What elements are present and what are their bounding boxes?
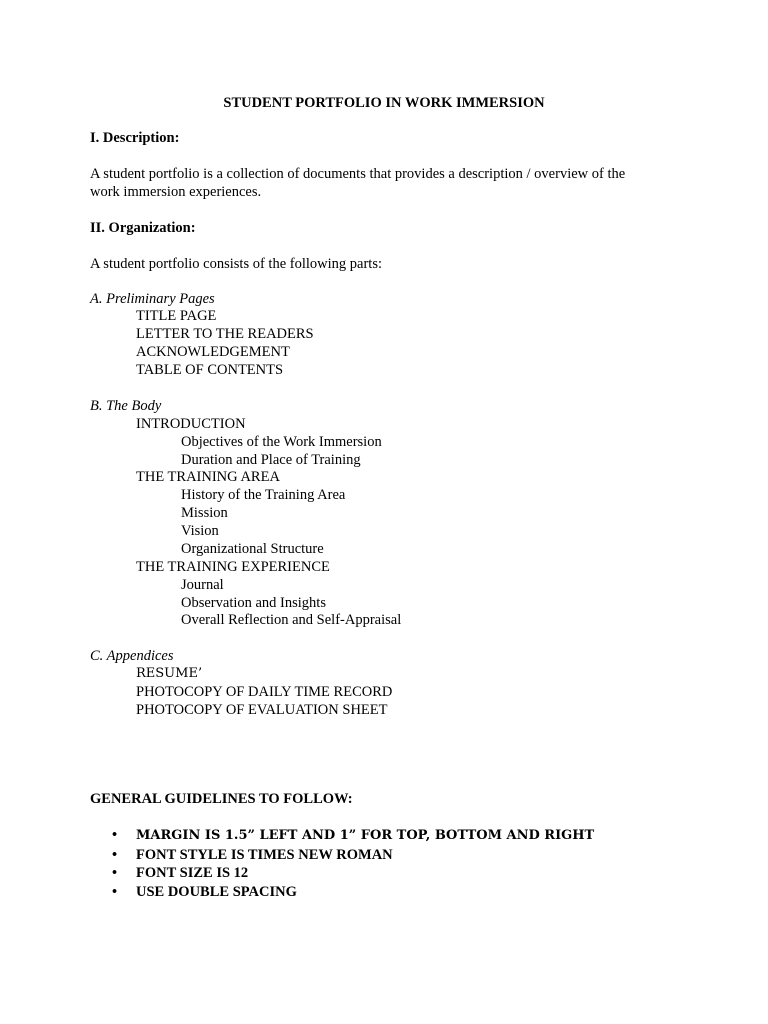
list-item: PHOTOCOPY OF DAILY TIME RECORD: [136, 684, 393, 700]
organization-intro: A student portfolio consists of the following parts:: [90, 256, 382, 272]
guidelines-list: [112, 826, 594, 902]
description-text-line-1: A student portfolio is a collection of documents that provides a description / overview of the: [90, 166, 626, 182]
list-item: TABLE OF CONTENTS: [136, 362, 284, 378]
list-item: Objectives of the Work Immersion: [181, 434, 382, 450]
bullet-icon: •: [112, 846, 118, 863]
list-item: Duration and Place of Training: [181, 452, 361, 468]
guideline-text: FONT STYLE IS TIMES NEW ROMAN: [136, 846, 393, 863]
list-item: Organizational Structure: [181, 541, 324, 557]
description-text-line-2: work immersion experiences.: [90, 184, 262, 200]
bullet-icon: •: [112, 827, 118, 843]
list-item: [112, 883, 594, 902]
guideline-text: USE DOUBLE SPACING: [136, 884, 297, 901]
list-item: [112, 826, 594, 846]
list-item: PHOTOCOPY OF EVALUATION SHEET: [136, 702, 388, 718]
body-group-heading: INTRODUCTION: [136, 416, 246, 432]
list-item: LETTER TO THE READERS: [136, 326, 314, 342]
list-item: Vision: [181, 523, 219, 539]
body-group-heading: THE TRAINING AREA: [136, 469, 280, 485]
page-title: STUDENT PORTFOLIO IN WORK IMMERSION: [223, 95, 545, 111]
list-item: ACKNOWLEDGEMENT: [136, 344, 290, 360]
list-item: Mission: [181, 505, 228, 521]
list-item: Overall Reflection and Self-Appraisal: [181, 612, 402, 628]
organization-heading: II. Organization:: [90, 220, 196, 236]
description-heading: I. Description:: [90, 130, 180, 146]
list-item: Observation and Insights: [181, 595, 326, 611]
bullet-icon: •: [112, 865, 118, 882]
list-item: History of the Training Area: [181, 487, 346, 503]
body-group-heading: THE TRAINING EXPERIENCE: [136, 559, 330, 575]
guidelines-heading: GENERAL GUIDELINES TO FOLLOW:: [90, 791, 353, 807]
part-a-label: A. Preliminary Pages: [90, 291, 215, 307]
list-item: [112, 846, 594, 865]
guideline-text: FONT SIZE IS 12: [136, 865, 249, 882]
list-item: Journal: [181, 577, 224, 593]
guideline-text: MARGIN IS 1.5” LEFT AND 1” FOR TOP, BOTTOM AND RIGHT: [136, 828, 595, 843]
part-b-label: B. The Body: [90, 398, 162, 414]
part-c-label: C. Appendices: [90, 648, 174, 664]
list-item: TITLE PAGE: [136, 308, 217, 324]
bullet-icon: •: [112, 884, 118, 901]
list-item: [112, 864, 594, 883]
list-item: RESUME’: [136, 666, 203, 681]
